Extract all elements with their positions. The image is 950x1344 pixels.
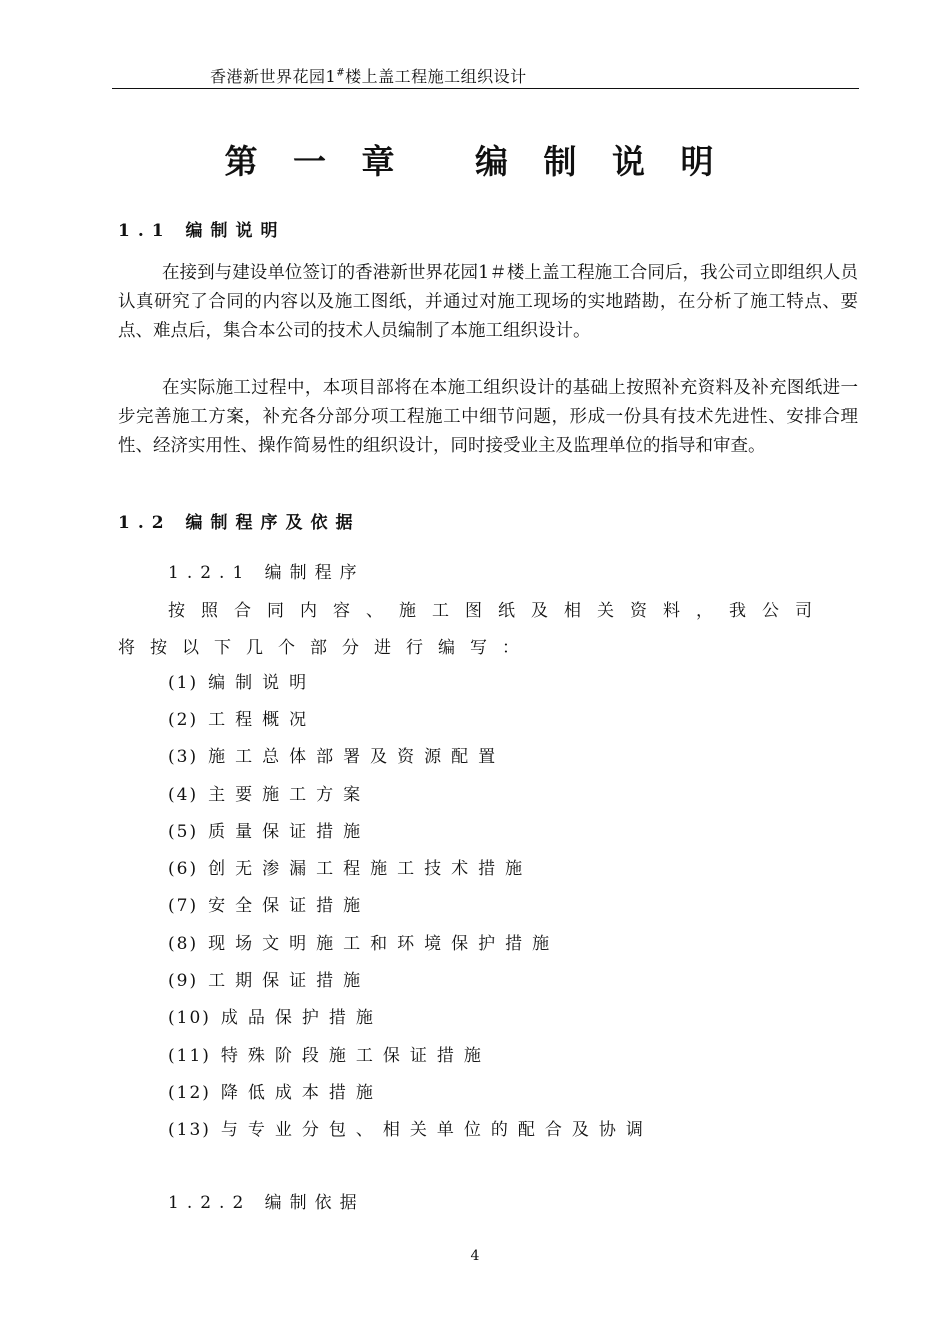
list-item-number: (2) bbox=[168, 710, 199, 730]
list-item-text: 成品保护措施 bbox=[220, 1008, 383, 1028]
list-item bbox=[168, 854, 532, 879]
list-item bbox=[168, 1003, 383, 1028]
list-item-number: (5) bbox=[168, 822, 199, 842]
running-header bbox=[210, 64, 527, 87]
list-item-number: (7) bbox=[168, 896, 199, 916]
list-item-number: (12) bbox=[168, 1083, 211, 1103]
header-title-sup: # bbox=[336, 67, 346, 79]
list-item-number: (13) bbox=[168, 1120, 211, 1140]
list-item-text: 施工总体部署及资源配置 bbox=[208, 747, 506, 767]
list-item bbox=[168, 742, 505, 767]
list-item-text: 编制说明 bbox=[208, 673, 317, 693]
list-item bbox=[168, 705, 316, 730]
list-item bbox=[168, 1078, 383, 1103]
subsection-heading-1-2-2: 1.2.2 编制依据 bbox=[168, 1193, 365, 1213]
list-item-number: (10) bbox=[168, 1008, 211, 1028]
list-item-number: (11) bbox=[168, 1046, 211, 1066]
paragraph-2: 在实际施工过程中，本项目部将在本施工组织设计的基础上按照补充资料及补充图纸进一步完善施工方案，补充各分部分项工程施工中细节问题，形成一份具有技术先进性、安排合理性、经济实用性、操作简易性的组织设计，同时接受业主及监理单位的指导和审查。 bbox=[118, 378, 858, 456]
list-item bbox=[168, 966, 370, 991]
list-item bbox=[168, 891, 370, 916]
list-item-number: (4) bbox=[168, 785, 199, 805]
list-item bbox=[168, 668, 316, 693]
list-item bbox=[168, 1041, 491, 1066]
list-item-number: (6) bbox=[168, 859, 199, 879]
paragraph-1: 在接到与建设单位签订的香港新世界花园1＃楼上盖工程施工合同后，我公司立即组织人员认真研究了合同的内容以及施工图纸，并通过对施工现场的实地踏勘，在分析了施工特点、要点、难点后，集合本公司的技术人员编制了本施工组织设计。 bbox=[118, 263, 858, 341]
list-item-text: 创无渗漏工程施工技术措施 bbox=[208, 859, 533, 879]
list-item-number: (3) bbox=[168, 747, 199, 767]
header-title-prefix: 香港新世界花园1 bbox=[210, 67, 337, 86]
chapter-title: 第 一 章 编 制 说 明 bbox=[224, 142, 726, 181]
list-item-text: 主要施工方案 bbox=[208, 785, 371, 805]
list-item-number: (8) bbox=[168, 934, 199, 954]
list-item bbox=[168, 780, 370, 805]
list-item-text: 工期保证措施 bbox=[208, 971, 371, 991]
list-item bbox=[168, 929, 559, 954]
intro-line-1: 按照合同内容、施工图纸及相关资料，我公司 bbox=[168, 601, 828, 621]
list-item-number: (9) bbox=[168, 971, 199, 991]
list-item-text: 安全保证措施 bbox=[208, 896, 371, 916]
list-item-text: 质量保证措施 bbox=[208, 822, 371, 842]
list-item-text: 特殊阶段施工保证措施 bbox=[220, 1046, 491, 1066]
list-item bbox=[168, 817, 370, 842]
intro-line-2: 将按以下几个部分进行编写： bbox=[118, 638, 534, 658]
list-item-text: 现场文明施工和环境保护措施 bbox=[208, 934, 560, 954]
section-heading-1-1: 1.1 编制说明 bbox=[118, 221, 286, 241]
section-heading-1-2: 1.2 编制程序及依据 bbox=[118, 513, 361, 533]
list-item-number: (1) bbox=[168, 673, 199, 693]
list-item bbox=[168, 1115, 653, 1140]
list-item-text: 降低成本措施 bbox=[220, 1083, 383, 1103]
page-number: 4 bbox=[470, 1248, 480, 1264]
list-item-text: 与专业分包、相关单位的配合及协调 bbox=[220, 1120, 653, 1140]
header-rule bbox=[112, 88, 859, 89]
subsection-heading-1-2-1: 1.2.1 编制程序 bbox=[168, 563, 365, 583]
header-title-suffix: 楼上盖工程施工组织设计 bbox=[345, 67, 527, 86]
list-item-text: 工程概况 bbox=[208, 710, 317, 730]
